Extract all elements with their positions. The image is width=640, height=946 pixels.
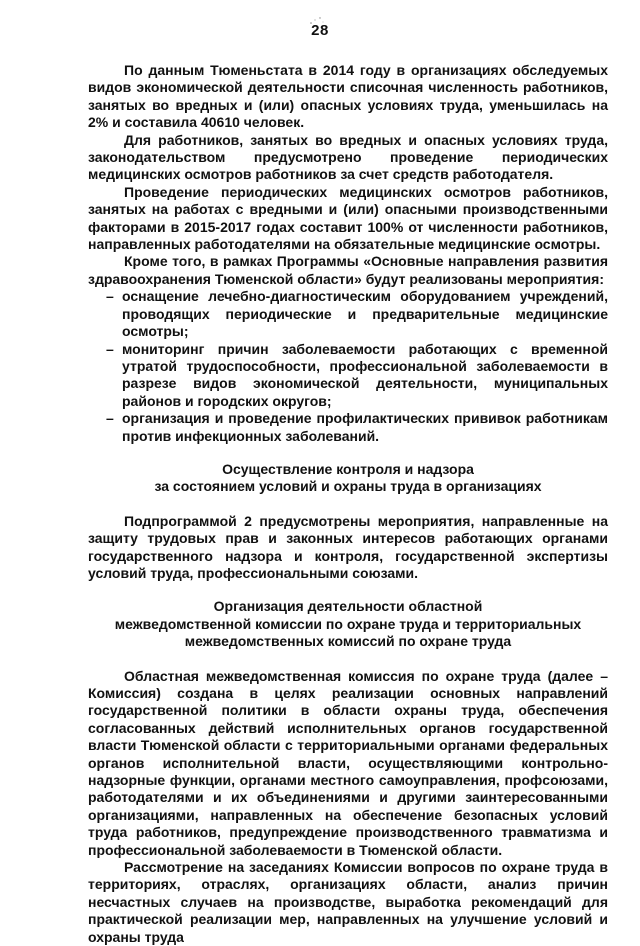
list-item: – мониторинг причин заболеваемости работающих с временной утратой трудоспособности, профессиональной заболеваемости в разрезе видов экономической деятельности, муниципальных районов и городских округов;	[88, 341, 608, 411]
paragraph-subprogram-2: Подпрограммой 2 предусмотрены мероприятия, направленные на защиту трудовых прав и законных интересов работающих органами государственного надзора и контроля, государственной экспертизы условий труда, профессиональными союзами.	[88, 512, 608, 581]
list-item: – организация и проведение профилактических прививок работникам против инфекционных заболеваний.	[88, 410, 608, 445]
heading-line: Осуществление контроля и надзора	[222, 460, 474, 477]
measures-list	[88, 288, 608, 445]
paragraph-statistics: По данным Тюменьстата в 2014 году в организациях обследуемых видов экономической деятельности списочная численность работников, занятых во вредных и (или) опасных условиях труда, уменьшилась на 2% и составила 40610 человек.	[88, 62, 608, 131]
heading-line: за состоянием условий и охраны труда в организациях	[154, 478, 542, 495]
document-body	[88, 62, 608, 946]
section-heading-commission	[88, 598, 608, 650]
section-heading-control-supervision	[88, 461, 608, 496]
list-item: – оснащение лечебно-диагностическим оборудованием учреждений, проводящих периодические и предварительные медицинские осмотры;	[88, 288, 608, 340]
page-number: 28	[311, 22, 329, 39]
paragraph-commission-purpose: Областная межведомственная комиссия по охране труда (далее – Комиссия) создана в целях реализации основных направлений государственной политики в области охраны труда, обеспечения согласованных действий исполнительных органов государственной власти Тюменской области с территориальными органами федеральных органов исполнительной власти, осуществляющими контрольно-надзорные функции, органами местного самоуправления, профсоюзами, работодателями и их объединениями и другими заинтересованными организациями, направленных на обеспечение безопасных условий труда работников, предупреждение производственного травматизма и профессиональной заболеваемости в Тюменской области.	[88, 667, 608, 858]
paragraph-medical-exams-law: Для работников, занятых во вредных и опасных условиях труда, законодательством предусмотрено проведение периодических медицинских осмотров работников за счет средств работодателя.	[88, 131, 608, 183]
heading-line: Организация деятельности областной	[213, 598, 483, 615]
heading-line: межведомственной комиссии по охране труда и территориальных	[114, 615, 582, 632]
paragraph-program-intro: Кроме того, в рамках Программы «Основные направления развития здравоохранения Тюменской области» будут реализованы мероприятия:	[88, 253, 608, 287]
paragraph-commission-meetings: Рассмотрение на заседаниях Комиссии вопросов по охране труда в территориях, отраслях, организациях области, анализ причин несчастных случаев на производстве, выработка рекомендаций для практической реализации мер, направленных на улучшение условий и охраны труда	[88, 859, 608, 945]
heading-line: межведомственных комиссий по охране труда	[184, 633, 512, 650]
paragraph-medical-exams-2015-2017: Проведение периодических медицинских осмотров работников, занятых на работах с вредными и (или) опасными производственными факторами в 2015-2017 годах составит 100% от численности работников, направленных работодателями на обязательные медицинские осмотры.	[88, 183, 608, 253]
